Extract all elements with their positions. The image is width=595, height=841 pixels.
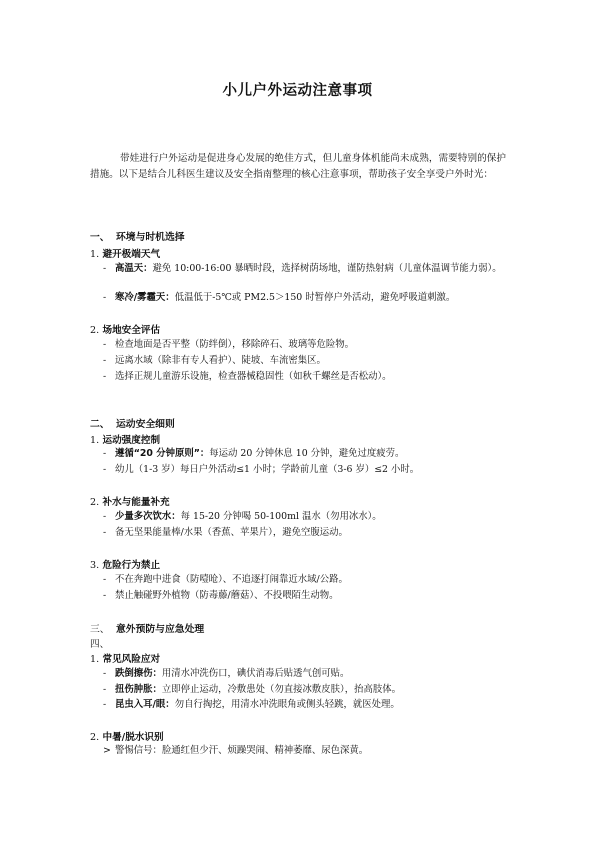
list-item — [103, 337, 506, 354]
bullet-dash: - — [103, 355, 107, 366]
list-item — [103, 261, 506, 278]
section-title: 意外预防与应急处理 — [116, 624, 205, 635]
subheading-number: 2. — [90, 497, 100, 508]
item-text: 避免 10:00-16:00 暴晒时段，选择树荫场地，谨防热射病（儿童体温调节能力弱）。 — [152, 263, 502, 274]
bullet-dash: - — [103, 699, 107, 710]
bullet-dash: - — [103, 371, 107, 382]
list-item — [103, 572, 506, 589]
bullet-dash: - — [103, 668, 107, 679]
page-title: 小儿户外运动注意事项 — [222, 83, 373, 99]
subheading-2-1 — [90, 432, 160, 446]
item-text: 选择正规儿童游乐设施，检查器械稳固性（如秋千螺丝是否松动）。 — [115, 371, 392, 382]
list-item — [103, 290, 506, 307]
section-number: 三、 — [90, 624, 110, 635]
subheading-number: 1. — [90, 249, 100, 260]
subheading-3-1 — [90, 651, 160, 665]
item-label: 遵循“20 分钟原则”： — [115, 448, 210, 459]
subheading-number: 2. — [90, 325, 100, 336]
list-item — [103, 462, 506, 479]
list-item — [103, 743, 506, 760]
bullet-dash: - — [103, 590, 107, 601]
item-label: 高温天： — [115, 263, 153, 274]
list-item — [103, 509, 506, 526]
bullet-dash: - — [103, 574, 107, 585]
item-text: 每 15-20 分钟喝 50-100ml 温水（勿用冰水）。 — [180, 511, 382, 522]
subheading-2-2 — [90, 494, 170, 508]
item-text: 检查地面是否平整（防绊倒），移除碎石、玻璃等危险物。 — [115, 339, 355, 350]
subheading-3-2 — [90, 729, 164, 743]
bullet-dash: - — [103, 511, 107, 522]
item-label: 扭伤肿胀： — [115, 684, 162, 695]
item-label: 少量多次饮水： — [115, 511, 181, 522]
subheading-title: 常见风险应对 — [102, 654, 161, 665]
item-text: 每运动 20 分钟休息 10 分钟，避免过度疲劳。 — [209, 448, 405, 459]
subheading-title: 补水与能量补充 — [102, 497, 170, 508]
section-heading-3 — [90, 621, 204, 635]
bullet-dash: - — [103, 464, 107, 475]
subheading-title: 危险行为禁止 — [102, 560, 161, 571]
subheading-number: 3. — [90, 560, 100, 571]
list-item — [103, 525, 506, 542]
section-heading-1 — [90, 229, 185, 243]
subheading-1-1 — [90, 246, 160, 260]
list-item — [103, 446, 506, 463]
subheading-1-2 — [90, 322, 160, 336]
section-title: 运动安全细则 — [116, 419, 175, 430]
list-item — [103, 369, 506, 386]
bullet-dash: - — [103, 527, 107, 538]
subheading-title: 中暑/脱水识别 — [102, 732, 164, 743]
subheading-title: 运动强度控制 — [102, 435, 161, 446]
item-text: 幼儿（1-3 岁）每日户外活动≤1 小时；学龄前儿童（3-6 岁）≤2 小时。 — [115, 464, 420, 475]
item-text: 远离水域（除非有专人看护）、陡坡、车流密集区。 — [115, 355, 326, 366]
intro-paragraph: 带娃进行户外运动是促进身心发展的绝佳方式，但儿童身体机能尚未成熟，需要特别的保护措施。以下是结合儿科医生建议及安全指南整理的核心注意事项，帮助孩子安全享受户外时光： — [90, 153, 506, 180]
list-item — [103, 588, 506, 605]
list-item — [103, 353, 506, 370]
item-text: 用清水冲洗伤口，碘伏消毒后贴透气创可贴。 — [161, 668, 350, 679]
section-heading-2 — [90, 416, 175, 430]
bullet-dash: - — [103, 339, 107, 350]
bullet-dash: - — [103, 263, 107, 274]
subheading-number: 1. — [90, 654, 100, 665]
item-text: 立即停止运动，冷敷患处（勿直接冰敷皮肤），抬高肢体。 — [161, 684, 401, 695]
item-text: 低温低于-5℃或 PM2.5＞150 时暂停户外活动，避免呼吸道刺激。 — [174, 292, 456, 303]
subheading-title: 避开极端天气 — [102, 249, 161, 260]
section-title: 环境与时机选择 — [116, 232, 185, 243]
bullet-dash: - — [103, 684, 107, 695]
section-number: 二、 — [90, 419, 110, 430]
item-text: 不在奔跑中进食（防噎呛）、不追逐打闹靠近水域/公路。 — [115, 574, 348, 585]
stray-section-number: 四、 — [90, 639, 110, 650]
section-number: 一、 — [90, 232, 110, 243]
subheading-title: 场地安全评估 — [102, 325, 161, 336]
item-text: 备无坚果能量棒/水果（香蕉、苹果片），避免空腹运动。 — [115, 527, 348, 538]
item-label: 寒冷/雾霾天： — [115, 292, 175, 303]
subheading-2-3 — [90, 557, 160, 571]
subheading-number: 1. — [90, 435, 100, 446]
list-item — [103, 666, 506, 683]
item-label: 昆虫入耳/眼： — [115, 699, 175, 710]
subheading-number: 2. — [90, 732, 100, 743]
item-label: 跌倒擦伤： — [115, 668, 162, 679]
bullet-arrow: > — [103, 745, 111, 756]
item-text: 警惕信号：脸通红但少汗、烦躁哭闹、精神萎靡、尿色深黄。 — [115, 745, 369, 756]
list-item — [103, 697, 506, 714]
bullet-dash: - — [103, 448, 107, 459]
item-text: 禁止触碰野外植物（防毒藤/蘑菇）、不投喂陌生动物。 — [115, 590, 339, 601]
bullet-dash: - — [103, 292, 107, 303]
item-text: 勿自行掏挖，用清水冲洗眼角或侧头轻跳，就医处理。 — [174, 699, 400, 710]
